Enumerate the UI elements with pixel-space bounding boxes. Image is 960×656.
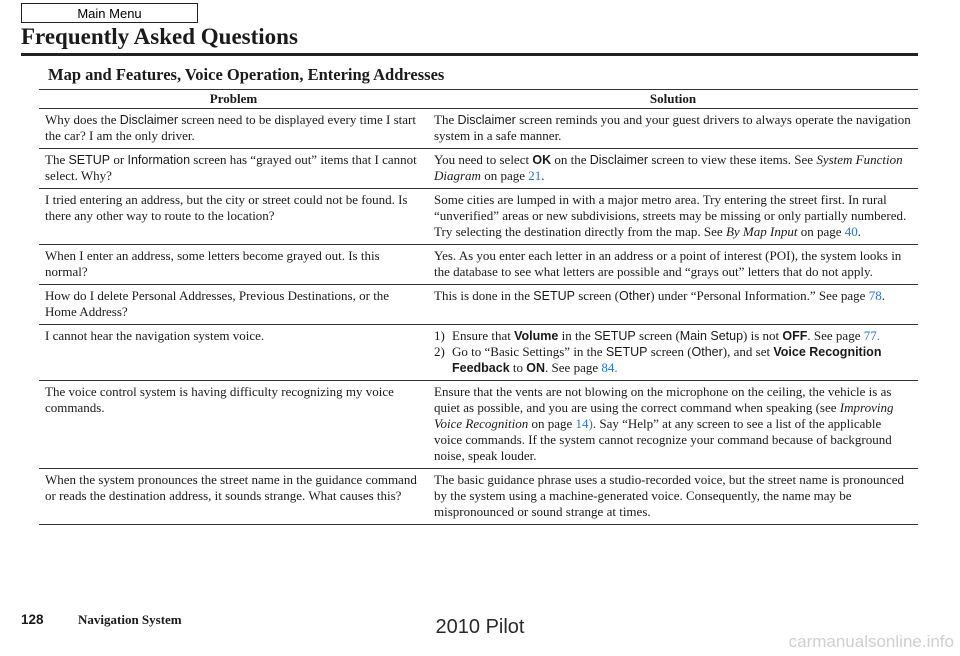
table-row	[39, 381, 918, 469]
reference-title: Improving Voice Recognition	[434, 400, 894, 431]
screen-name: Main Setup	[679, 329, 744, 343]
page-link[interactable]: 14)	[575, 416, 593, 431]
solution-step: 1) Ensure that Volume in the SETUP screen (Main Setup) is not OFF. See page 77.	[434, 328, 880, 343]
main-menu-button[interactable]: Main Menu	[21, 3, 198, 23]
footer-label: Navigation System	[78, 612, 182, 627]
problem-cell: When I enter an address, some letters become grayed out. Is this normal?	[39, 245, 428, 285]
setting-value: OFF	[782, 329, 808, 343]
solution-cell: You need to select OK on the Disclaimer screen to view these items. See System Function Diagram on page 21.	[428, 149, 918, 189]
watermark: 2010 Pilot	[435, 616, 525, 638]
problem-cell: Why does the Disclaimer screen need to be displayed every time I start the car? I am the only driver.	[39, 109, 428, 149]
faq-table	[39, 89, 918, 525]
title-rule	[21, 53, 918, 56]
solution-cell: The basic guidance phrase uses a studio-recorded voice, but the street name is pronounced by the system using a machine-generated voice. Consequently, the name may be mispronounced or sound strange at times.	[428, 469, 918, 525]
screen-name: Information	[127, 153, 191, 167]
table-row	[39, 109, 918, 149]
problem-cell: I cannot hear the navigation system voice.	[39, 325, 428, 381]
table-row	[39, 469, 918, 525]
problem-cell: I tried entering an address, but the city or street could not be found. Is there any other way to route to the location?	[39, 189, 428, 245]
solution-cell: This is done in the SETUP screen (Other) under “Personal Information.” See page 78.	[428, 285, 918, 325]
column-header-problem: Problem	[39, 90, 428, 109]
page-link[interactable]: 84.	[601, 360, 618, 375]
button-name: OK	[532, 153, 552, 167]
step-number: 1)	[434, 328, 445, 343]
table-row	[39, 149, 918, 189]
screen-name: Other	[619, 289, 651, 303]
table-header-row	[39, 90, 918, 109]
page-link[interactable]: 77.	[863, 328, 880, 343]
reference-title: System Function Diagram	[434, 152, 903, 183]
setting-name: Volume	[514, 329, 559, 343]
solution-step: 2) Go to “Basic Settings” in the SETUP screen (Other), and set Voice Recognition Feedback to ON. See page 84.	[434, 344, 882, 375]
table-row	[39, 325, 918, 381]
page-title: Frequently Asked Questions	[21, 24, 298, 49]
section-title: Map and Features, Voice Operation, Entering Addresses	[48, 65, 445, 84]
table-row	[39, 285, 918, 325]
screen-name: Other	[691, 345, 723, 359]
screen-name: SETUP	[605, 345, 648, 359]
page-number: 128	[21, 612, 44, 627]
problem-cell: When the system pronounces the street name in the guidance command or reads the destination address, it sounds strange. What causes this?	[39, 469, 428, 525]
screen-name: SETUP	[68, 153, 111, 167]
setting-value: ON	[526, 361, 546, 375]
page-link[interactable]: 21	[528, 168, 542, 183]
problem-cell: How do I delete Personal Addresses, Previous Destinations, or the Home Address?	[39, 285, 428, 325]
solution-cell: Ensure that the vents are not blowing on the microphone on the ceiling, the vehicle is as quiet as possible, and you are using the correct command when speaking (see Improving Voice Recognition on page 14). Say “Help” at any screen to see a list of the applicable voice commands. If the system cannot recognize your command because of background noise, speak louder.	[428, 381, 918, 469]
problem-cell: The SETUP or Information screen has “grayed out” items that I cannot select. Why?	[39, 149, 428, 189]
solution-cell: Yes. As you enter each letter in an address or a point of interest (POI), the system looks in the database to see what letters are possible and “grays out” letters that do not apply.	[428, 245, 918, 285]
page-link[interactable]: 40	[844, 224, 858, 239]
step-number: 2)	[434, 344, 445, 359]
solution-cell	[428, 325, 918, 381]
watermark-url: carmanualsonline.info	[788, 632, 954, 651]
reference-title: By Map Input	[725, 224, 798, 239]
setting-name: Voice Recognition Feedback	[452, 345, 882, 375]
screen-name: Disclaimer	[589, 153, 649, 167]
table-row	[39, 245, 918, 285]
page-link[interactable]: 78	[868, 288, 882, 303]
screen-name: Disclaimer	[457, 113, 516, 127]
problem-cell: The voice control system is having difficulty recognizing my voice commands.	[39, 381, 428, 469]
solution-cell: The Disclaimer screen reminds you and your guest drivers to always operate the navigation system in a safe manner.	[428, 109, 918, 149]
table-row	[39, 189, 918, 245]
solution-cell: Some cities are lumped in with a major metro area. Try entering the street first. In rural “unverified” areas or new subdivisions, streets may be missing or only partially numbered. Try selecting the destination directly from the map. See By Map Input on page 40.	[428, 189, 918, 245]
screen-name: SETUP	[533, 289, 575, 303]
screen-name: Disclaimer	[119, 113, 179, 127]
column-header-solution: Solution	[428, 90, 918, 109]
screen-name: SETUP	[594, 329, 636, 343]
